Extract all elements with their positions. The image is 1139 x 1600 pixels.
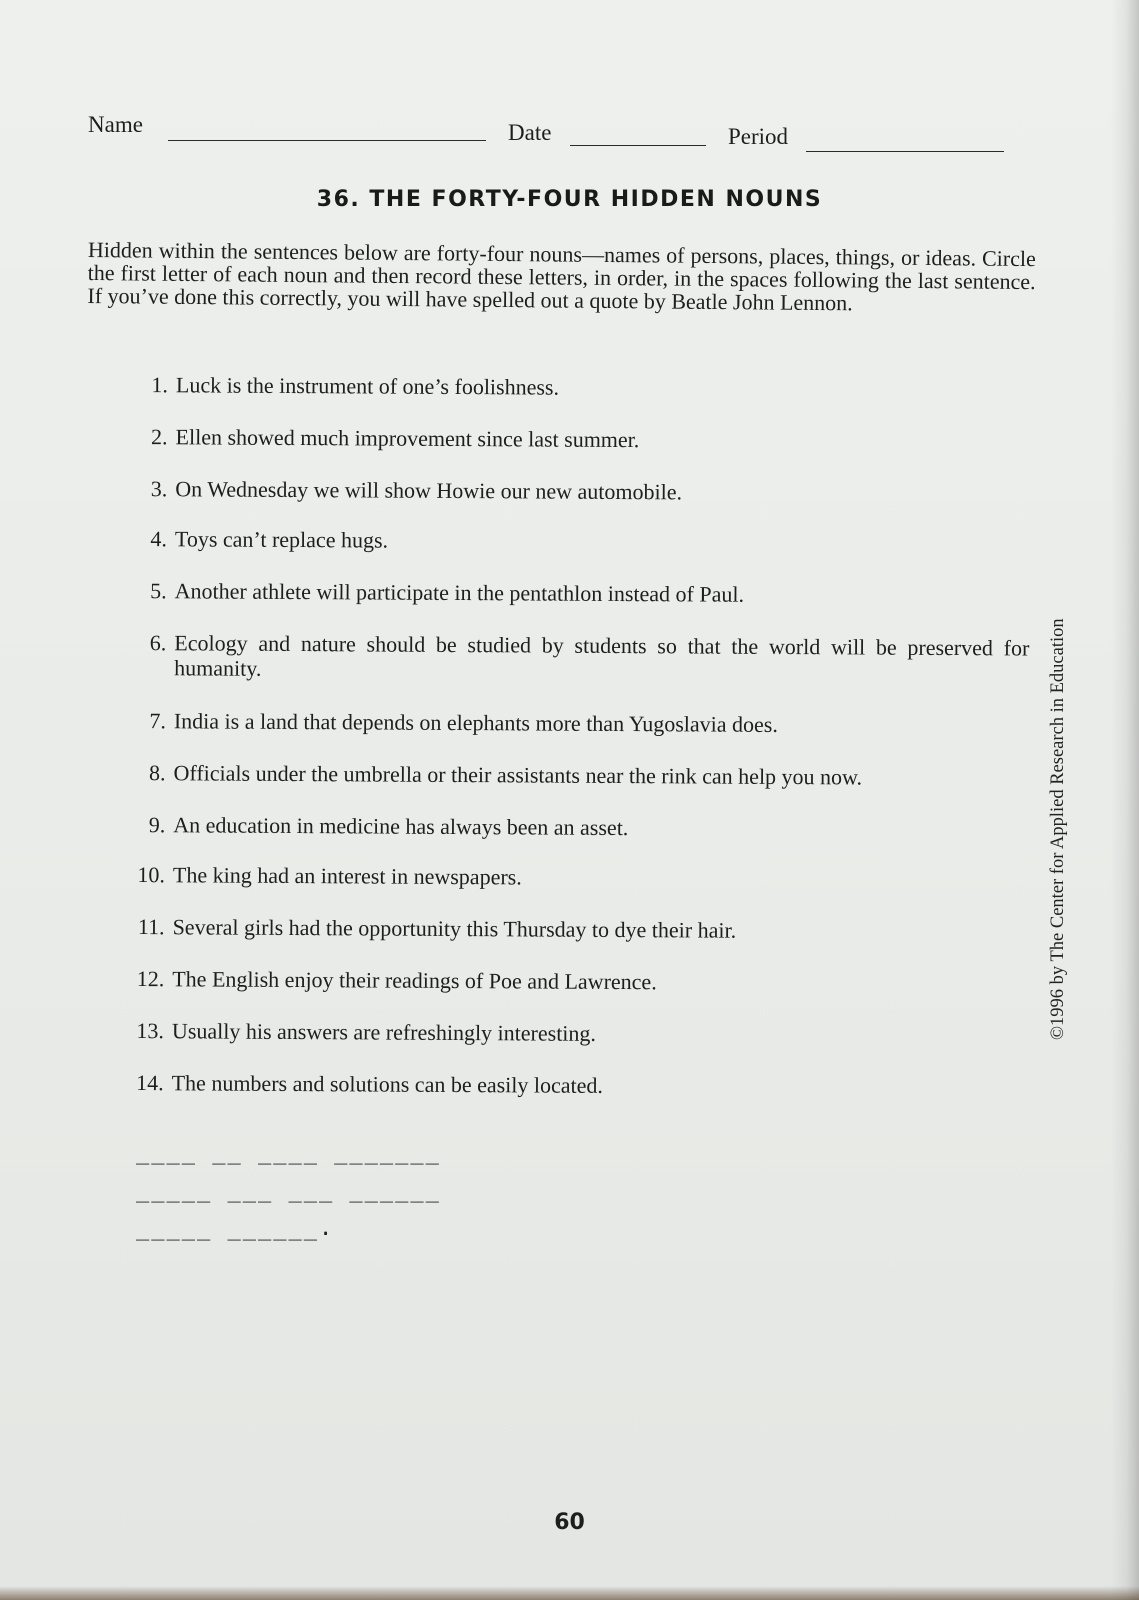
item-number: 3.: [150, 476, 168, 502]
item-text: Several girls had the opportunity this Thursday to dye their hair.: [172, 914, 737, 943]
list-item: [127, 812, 1027, 841]
date-blank-line: [570, 145, 706, 146]
item-number: 6.: [149, 630, 167, 656]
list-item: [127, 862, 1027, 890]
list-item: [126, 1070, 1026, 1098]
list-item: [128, 708, 1028, 737]
instructions-paragraph: Hidden within the sentences below are forty-four nouns—names of persons, places, things, or ideas. Circle the first letter of each noun and then record these letters, in order, in the spaces following the last sentence. If you’ve done this correctly, you will have spelled out a quote by Beatle John Lennon.: [87, 237, 1036, 316]
item-number: 12.: [136, 966, 165, 992]
item-text: An education in medicine has always been an asset.: [173, 812, 629, 841]
copyright-notice: [1048, 560, 1074, 1040]
item-text: Another athlete will participate in the pentathlon instead of Paul.: [174, 578, 745, 607]
item-number: 7.: [149, 708, 166, 734]
list-item: [126, 966, 1026, 995]
item-number: 11.: [137, 914, 165, 940]
item-text: Officials under the umbrella or their assistants near the rink can help you now.: [173, 760, 863, 790]
item-text: India is a land that depends on elephants more than Yugoslavia does.: [173, 708, 778, 737]
answer-blank-row: _____ ___ ___ ______: [136, 1178, 441, 1203]
list-item: [129, 526, 1029, 553]
item-number: 9.: [148, 812, 166, 838]
table-edge: [0, 1586, 1139, 1600]
answer-blank-row: _____ ______.: [136, 1216, 335, 1241]
list-item: [129, 578, 1029, 607]
item-text: Ecology and nature should be studied by students so that the world will be preserved for humanity.: [174, 630, 1030, 681]
period-label: Period: [728, 124, 789, 149]
item-text: Toys can’t replace hugs.: [174, 526, 389, 553]
list-item: [126, 1018, 1026, 1046]
item-text: The king had an interest in newspapers.: [172, 862, 522, 890]
copyright-text: ©1996 by The Center for Applied Research in Education: [1048, 618, 1068, 1040]
item-number: 13.: [136, 1018, 165, 1044]
name-blank-line: [168, 140, 486, 141]
student-info-header: [88, 112, 1028, 156]
item-text: Usually his answers are refreshingly interesting.: [171, 1018, 597, 1046]
name-label: Name: [88, 112, 143, 137]
item-number: 14.: [136, 1070, 164, 1096]
list-item: [127, 914, 1027, 943]
list-item: [128, 630, 1030, 681]
item-number: 1.: [151, 372, 168, 398]
item-text: On Wednesday we will show Howie our new automobile.: [175, 476, 683, 505]
paper-edge-shadow: [1111, 0, 1139, 1600]
item-text: Ellen showed much improvement since last summer.: [175, 424, 640, 453]
item-number: 8.: [148, 760, 166, 786]
list-item: [129, 476, 1029, 505]
item-text: Luck is the instrument of one’s foolishness.: [175, 372, 560, 400]
item-number: 10.: [137, 862, 166, 888]
list-item: [130, 424, 1030, 453]
item-text: The English enjoy their readings of Poe and Lawrence.: [172, 966, 657, 995]
item-number: 5.: [150, 578, 167, 604]
worksheet-title: 36. THE FORTY-FOUR HIDDEN NOUNS: [316, 187, 823, 212]
item-number: 4.: [150, 526, 168, 552]
list-item: [128, 760, 1028, 790]
list-item: [130, 372, 1030, 400]
item-number: 2.: [151, 424, 168, 450]
date-label: Date: [508, 120, 552, 145]
sentence-list: [130, 372, 1040, 1098]
period-blank-line: [806, 151, 1004, 152]
page-number: 60: [554, 1510, 585, 1535]
answer-blank-row: ____ __ ____ _______: [136, 1140, 441, 1165]
item-text: The numbers and solutions can be easily located.: [171, 1070, 604, 1098]
